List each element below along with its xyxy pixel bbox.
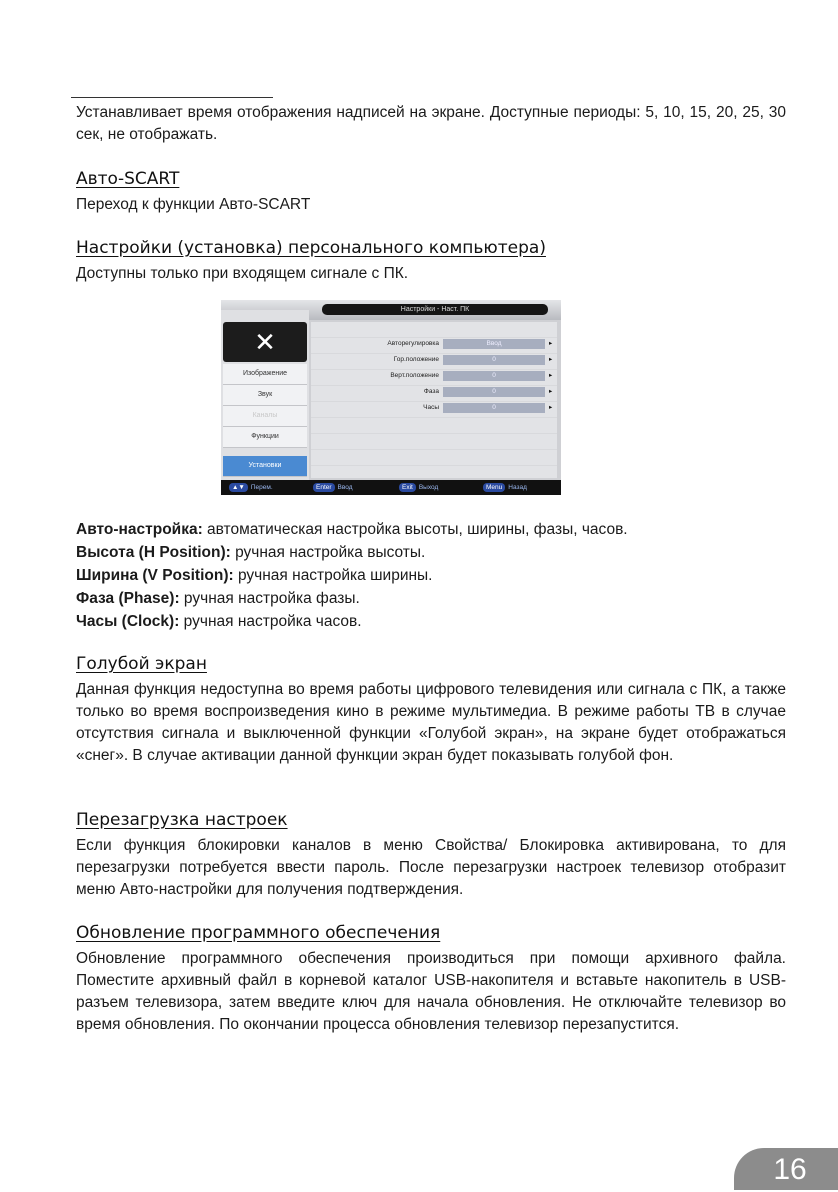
arrow-right-icon: ▸ xyxy=(549,340,553,347)
hint-menu xyxy=(483,480,527,495)
menu-row-label: Гор.положение xyxy=(393,356,439,363)
sidebar-item-sound: Звук xyxy=(223,385,307,406)
menu-row-label: Авторегулировка xyxy=(387,340,439,347)
arrow-right-icon: ▸ xyxy=(549,372,553,379)
pc-settings-heading: Настройки (установка) персонального компьютера) xyxy=(76,238,546,258)
definition-desc: автоматическая настройка высоты, ширины, фазы, часов. xyxy=(202,521,628,538)
tv-menu-sidebar xyxy=(221,310,309,480)
menu-row-label: Фаза xyxy=(423,388,439,395)
hint-key: Enter xyxy=(313,483,335,492)
hint-text: Перем. xyxy=(250,484,273,491)
definition-item xyxy=(76,610,786,633)
arrow-right-icon: ▸ xyxy=(549,388,553,395)
tv-menu-title: Настройки - Наст. ПК xyxy=(322,304,548,315)
blue-screen-text: Данная функция недоступна во время работы цифрового телевидения или сигнала с ПК, а также только во время воспроизведения кино в режиме мультимедиа. В режиме работы ТВ в случае отсутствия сигнала и выключенной функции «Голубой экран», на экране будет отображаться «снег». В случае активации данной функции экран будет показывать голубой фон. xyxy=(76,681,786,764)
menu-row-label: Часы xyxy=(423,404,439,411)
definition-term: Часы (Clock): xyxy=(76,613,180,630)
page-number: 16 xyxy=(734,1148,838,1190)
reset-text: Если функция блокировки каналов в меню Свойства/ Блокировка активирована, то для перезагрузки потребуется ввести пароль. После перезагрузки настроек телевизор отобразит меню Авто-настройки для получения подтверждения. xyxy=(76,837,786,898)
sidebar-item-functions: Функции xyxy=(223,427,307,448)
blue-screen-heading: Голубой экран xyxy=(76,654,207,674)
hint-move xyxy=(229,480,273,495)
sidebar-item-setup: Установки xyxy=(223,456,307,477)
menu-row-label: Верт.положение xyxy=(390,372,439,379)
sidebar-item-channels: Каналы xyxy=(223,406,307,427)
definition-item xyxy=(76,518,786,541)
definition-item xyxy=(76,541,786,564)
auto-scart-text: Переход к функции Авто-SCART xyxy=(76,196,311,213)
definition-desc: ручная настройка ширины. xyxy=(233,567,433,584)
definition-term: Ширина (V Position): xyxy=(76,567,234,584)
menu-row-value: 0 xyxy=(443,403,545,413)
hint-text: Назад xyxy=(508,484,527,491)
hint-text: Ввод xyxy=(337,484,353,491)
menu-row-value: 0 xyxy=(443,387,545,397)
definition-term: Фаза (Phase): xyxy=(76,590,180,607)
update-text: Обновление программного обеспечения производиться при помощи архивного файла. Поместите архивный файл в корневой каталог USB-накопителя и вставьте накопитель в USB-разъем телевизора, затем введите ключ для начала обновления. Не отключайте телевизор во время обновления. По окончании процесса обновления телевизор перезапустится. xyxy=(76,950,786,1033)
menu-row xyxy=(311,354,557,366)
definition-desc: ручная настройка высоты. xyxy=(230,544,426,561)
tv-menu-hint-bar xyxy=(221,480,561,495)
hint-key: Menu xyxy=(483,483,505,492)
reset-heading: Перезагрузка настроек xyxy=(76,810,288,830)
tools-icon: ✕ xyxy=(223,322,307,362)
update-heading: Обновление программного обеспечения xyxy=(76,923,441,943)
menu-row xyxy=(311,370,557,382)
menu-row xyxy=(311,386,557,398)
definition-list xyxy=(76,518,786,633)
footnote-rule xyxy=(71,97,273,98)
arrow-right-icon: ▸ xyxy=(549,356,553,363)
definition-desc: ручная настройка фазы. xyxy=(179,590,360,607)
menu-row xyxy=(311,338,557,350)
tv-menu-screenshot xyxy=(221,300,561,495)
hint-key: ▲▼ xyxy=(229,483,248,492)
sidebar-item-picture: Изображение xyxy=(223,364,307,385)
menu-row-value: 0 xyxy=(443,371,545,381)
definition-item xyxy=(76,587,786,610)
hint-key: Exit xyxy=(399,483,416,492)
intro-text: Устанавливает время отображения надписей на экране. Доступные периоды: 5, 10, 15, 20, 25, 30 сек, не отображать. xyxy=(76,104,786,143)
auto-scart-heading: Авто-SCART xyxy=(76,169,180,189)
pc-settings-text: Доступны только при входящем сигнале с ПК. xyxy=(76,265,409,282)
definition-item xyxy=(76,564,786,587)
hint-exit xyxy=(399,480,438,495)
definition-term: Авто-настройка: xyxy=(76,521,203,538)
arrow-right-icon: ▸ xyxy=(549,404,553,411)
menu-row-value: Ввод xyxy=(443,339,545,349)
menu-row-value: 0 xyxy=(443,355,545,365)
tv-menu-content xyxy=(311,322,557,478)
hint-text: Выход xyxy=(418,484,439,491)
definition-term: Высота (H Position): xyxy=(76,544,231,561)
definition-desc: ручная настройка часов. xyxy=(179,613,362,630)
hint-enter xyxy=(313,480,353,495)
menu-row xyxy=(311,402,557,414)
